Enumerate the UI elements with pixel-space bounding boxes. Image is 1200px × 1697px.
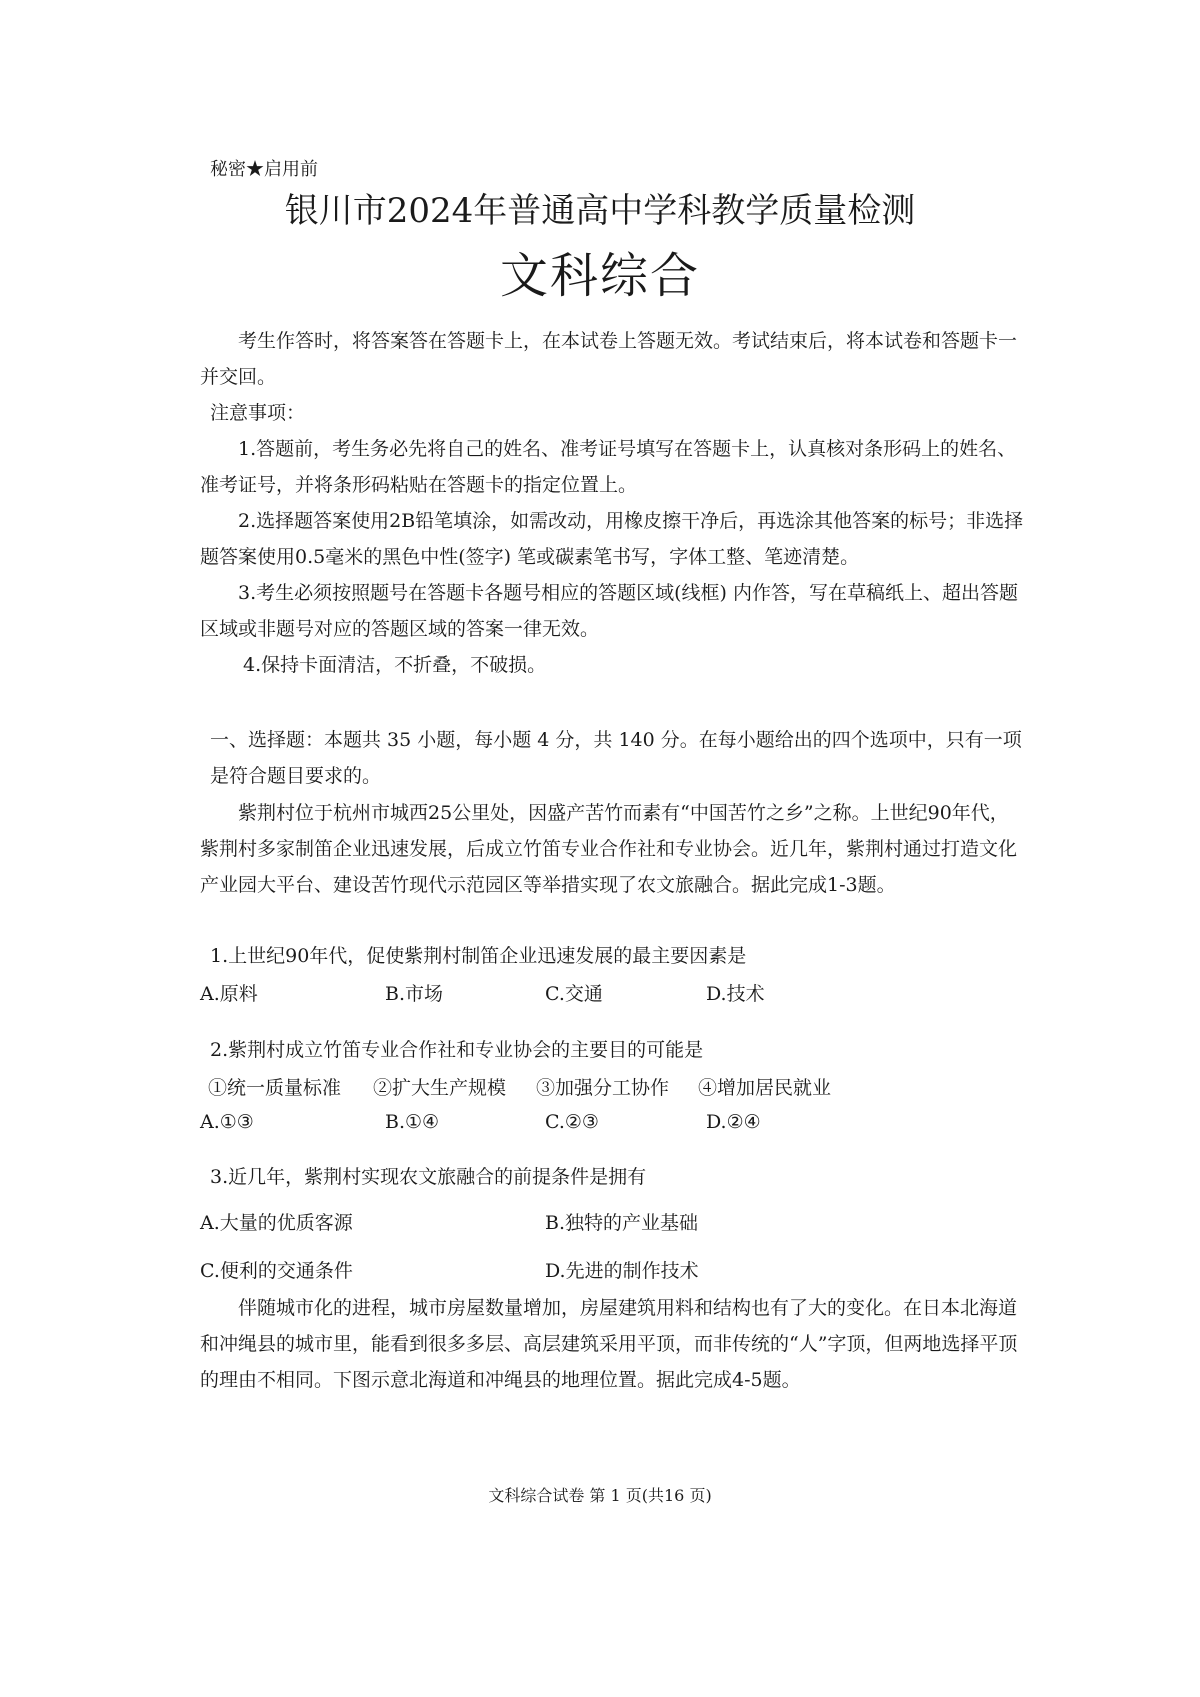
subject-title: 文科综合 [499,248,700,304]
question-2-option-c: C.②③ [545,1111,599,1133]
question-2-option-d: D.②④ [706,1111,761,1133]
question-3-stem: 3.近几年，紫荆村实现农文旅融合的前提条件是拥有 [210,1166,647,1188]
question-1-option-c: C.交通 [545,983,603,1005]
question-2-stem: 2.紫荆村成立竹笛专业合作社和专业协会的主要目的可能是 [210,1039,704,1061]
intro-paragraph: 考生作答时，将答案答在答题卡上，在本试卷上答题无效。考试结束后，将本试卷和答题卡一并交回。 [200,330,1018,388]
question-2-choice-1: ①统一质量标准 [208,1077,342,1099]
question-1-stem: 1.上世纪90年代，促使紫荆村制笛企业迅速发展的最主要因素是 [210,945,747,967]
question-2-choice-3: ③加强分工协作 [536,1077,670,1099]
question-3-option-b: B.独特的产业基础 [545,1212,699,1234]
section-1-heading: 一、选择题：本题共 35 小题，每小题 4 分，共 140 分。在每小题给出的四个选项中，只有一项是符合题目要求的。 [210,729,1022,787]
confidential-mark: 秘密★启用前 [210,159,318,180]
passage-2: 伴随城市化的进程，城市房屋数量增加，房屋建筑用料和结构也有了大的变化。在日本北海道和冲绳县的城市里，能看到很多多层、高层建筑采用平顶，而非传统的“人”字顶，但两地选择平顶的理由不相同。下图示意北海道和冲绳县的地理位置。据此完成4-5题。 [200,1297,1018,1391]
question-2-choice-2: ②扩大生产规模 [373,1077,507,1099]
question-2-choice-4: ④增加居民就业 [698,1077,832,1099]
question-2-option-a: A.①③ [200,1111,254,1133]
passage-1: 紫荆村位于杭州市城西25公里处，因盛产苦竹而素有“中国苦竹之乡”之称。上世纪90年代，紫荆村多家制笛企业迅速发展，后成立竹笛专业合作社和专业协会。近几年，紫荆村通过打造文化产业园大平台、建设苦竹现代示范园区等举措实现了农文旅融合。据此完成1-3题。 [200,802,1018,896]
question-1-option-d: D.技术 [706,983,765,1005]
question-2-option-b: B.①④ [385,1111,440,1133]
note-item-2: 2.选择题答案使用2B铅笔填涂，如需改动，用橡皮擦干净后，再选涂其他答案的标号；非选择题答案使用0.5毫米的黑色中性(签字) 笔或碳素笔书写，字体工整、笔迹清楚。 [200,510,1024,568]
exam-title: 银川市2024年普通高中学科教学质量检测 [284,191,916,231]
notes-heading: 注意事项： [210,402,306,424]
question-1-option-b: B.市场 [385,983,444,1005]
page-footer: 文科综合试卷 第 1 页(共16 页) [488,1486,712,1505]
note-item-3: 3.考生必须按照题号在答题卡各题号相应的答题区域(线框) 内作答，写在草稿纸上、超出答题区域或非题号对应的答题区域的答案一律无效。 [200,582,1018,640]
note-item-1: 1.答题前，考生务必先将自己的姓名、准考证号填写在答题卡上，认真核对条形码上的姓名、准考证号，并将条形码粘贴在答题卡的指定位置上。 [200,438,1017,496]
question-1-option-a: A.原料 [200,983,258,1005]
question-3-option-a: A.大量的优质客源 [200,1212,353,1234]
question-3-option-c: C.便利的交通条件 [200,1260,353,1282]
note-item-4: 4.保持卡面清洁，不折叠，不破损。 [243,654,547,676]
question-3-option-d: D.先进的制作技术 [545,1260,699,1282]
